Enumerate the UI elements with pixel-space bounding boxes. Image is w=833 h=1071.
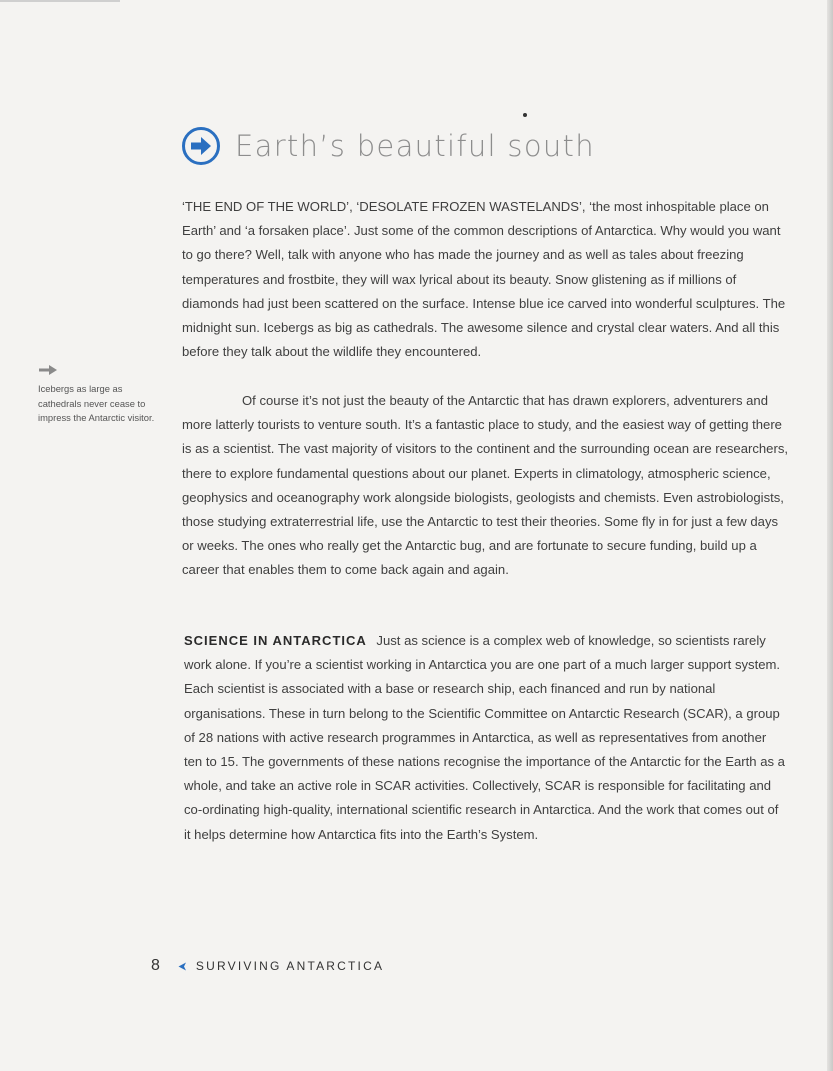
arrow-right-icon [38, 364, 58, 376]
side-caption-block [38, 364, 168, 426]
page-number: 8 [151, 957, 160, 974]
page-edge-right [827, 0, 833, 1071]
intro-paragraph: ‘THE END OF THE WORLD’, ‘DESOLATE FROZEN WASTELANDS’, ‘the most inhospitable place on Earth’ and ‘a forsaken place’. Just some of the common descriptions of Antarctica. Why would you want to go there? Well, talk with anyone who has made the journey and as well as tales about freezing temperatures and frostbite, they will wax lyrical about its beauty. Snow glistening as if millions of diamonds had just been scattered on the surface. Intense blue ice carved into wonderful sculptures. The midnight sun. Icebergs as big as cathedrals. The awesome silence and crystal clear waters. And all this before they talk about the wildlife they encountered. [182, 199, 786, 360]
page-title: Earth’s beautiful south [235, 129, 595, 163]
page-header [181, 126, 595, 166]
second-paragraph: Of course it’s not just the beauty of the Antarctic that has drawn explorers, adventurers and more latterly tourists to venture south. It’s a fantastic place to study, and the easiest way of getting there is as a scientist. The vast majority of visitors to the continent and the surrounding ocean are researchers, there to explore fundamental questions about our planet. Experts in climatology, atmospheric science, geophysics and oceanography work alongside biologists, geologists and chemists. Even astrobiologists, those studying extraterrestrial life, use the Antarctic to test their theories. Some fly in for just a few days or weeks. The ones who really get the Antarctic bug, and are fortunate to secure funding, build up a career that enables them to come back again and again. [182, 393, 789, 578]
page-footer [151, 957, 384, 975]
chevron-left-icon [178, 962, 187, 971]
side-caption: Icebergs as large as cathedrals never cease to impress the Antarctic visitor. [38, 383, 155, 423]
section-heading: SCIENCE IN ANTARCTICA [184, 633, 367, 648]
science-section [184, 629, 788, 847]
ink-speck [523, 113, 527, 117]
page-edge-top [0, 0, 120, 2]
running-title: SURVIVING ANTARCTICA [195, 959, 385, 973]
arrow-right-circle-icon [181, 126, 221, 166]
section-text: Just as science is a complex web of knowledge, so scientists rarely work alone. If you’re a scientist working in Antarctica you are one part of a much larger support system. Each scientist is associated with a base or research ship, each financed and run by national organisations. These in turn belong to the Scientific Committee on Antarctic Research (SCAR), a group of 28 nations with active research programmes in Antarctica, as well as representatives from another ten to 15. The governments of these nations recognise the importance of the Antarctic for the Earth as a whole, and take an active role in SCAR activities. Collectively, SCAR is responsible for facilitating and co-ordinating high-quality, international scientific research in Antarctica. And the work that comes out of it helps determine how Antarctica fits into the Earth’s System. [184, 633, 785, 842]
